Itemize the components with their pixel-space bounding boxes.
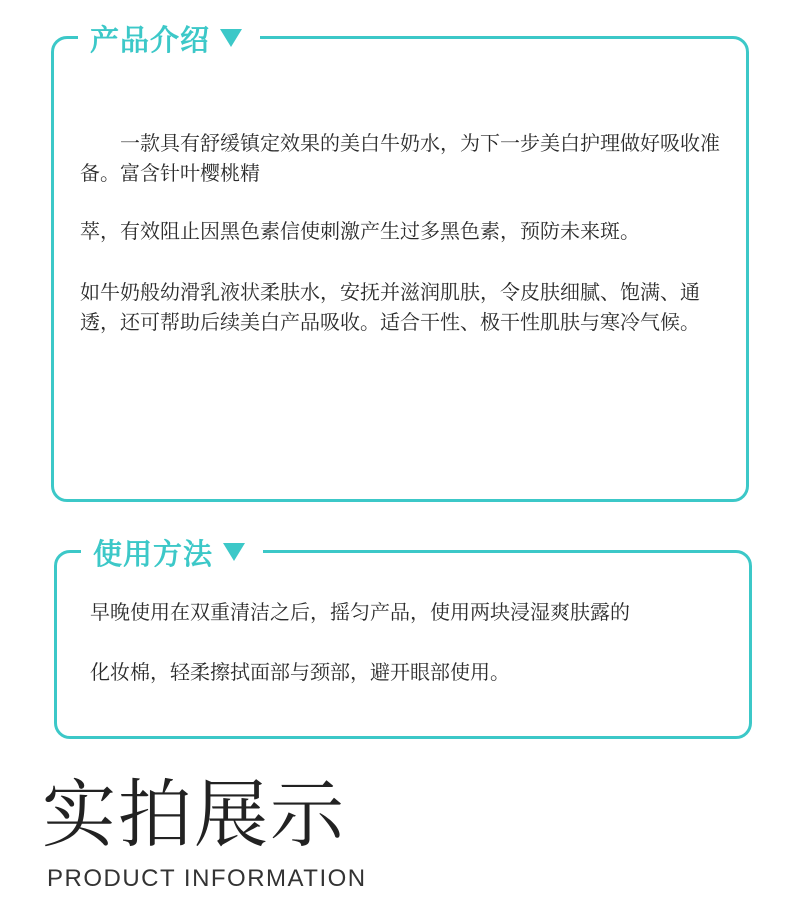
triangle-down-icon xyxy=(220,29,242,47)
usage-title: 使用方法 xyxy=(93,536,214,571)
usage-line-1: 早晚使用在双重清洁之后，摇匀产品，使用两块浸湿爽肤露的 xyxy=(90,600,630,624)
product-intro-title: 产品介绍 xyxy=(90,22,211,57)
usage-line-2: 化妆棉，轻柔擦拭面部与颈部，避开眼部使用。 xyxy=(90,660,510,684)
product-intro-header xyxy=(78,19,260,57)
showcase-subtitle: PRODUCT INFORMATION xyxy=(47,865,367,892)
usage-panel xyxy=(54,536,752,739)
usage-header xyxy=(81,533,263,571)
intro-paragraph-1: 一款具有舒缓镇定效果的美白牛奶水，为下一步美白护理做好吸收准备。富含针叶樱桃精 xyxy=(80,131,720,185)
triangle-down-icon xyxy=(223,543,245,561)
intro-paragraph-2: 萃，有效阻止因黑色素信使刺激产生过多黑色素，预防未来斑。 xyxy=(80,219,640,243)
showcase-title: 实拍展示 xyxy=(42,772,346,858)
product-intro-panel xyxy=(51,22,749,502)
intro-paragraph-3: 如牛奶般幼滑乳液状柔肤水，安抚并滋润肌肤，令皮肤细腻、饱满、通透，还可帮助后续美白产品吸收。适合干性、极干性肌肤与寒冷气候。 xyxy=(80,280,700,334)
